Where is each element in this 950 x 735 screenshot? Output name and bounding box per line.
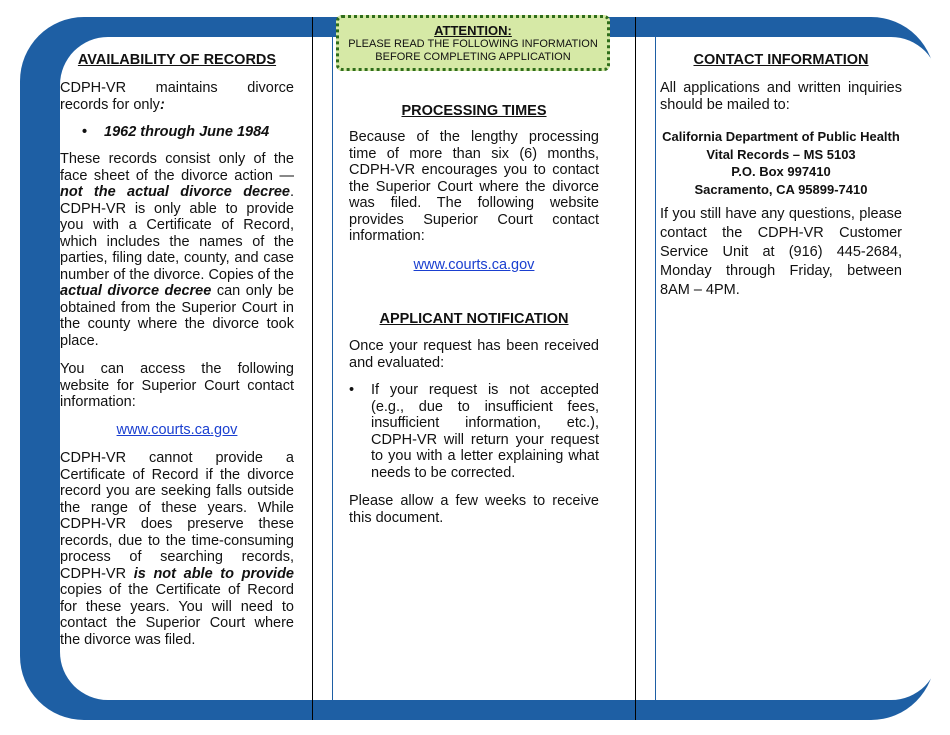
p2-text-e: can only be obtained from the Superior Court in the county where the divorce took place. (60, 283, 294, 349)
p2-text-c: . CDPH-VR is only able to provide you with a Certificate of Record, which includes the names of the parties, filing date, county, and case number of the divorce. Copies of the (60, 184, 294, 283)
availability-intro-text: CDPH-VR maintains divorce records for only (60, 80, 294, 113)
fold-line-left (312, 17, 313, 720)
p4-text-a: CDPH-VR cannot provide a Certificate of Record if the divorce record you are seeking falls outside the range of these years. While CDPH-VR does preserve these records, due to the time-consuming process of searching records, CDPH-VR (60, 450, 294, 582)
availability-intro-colon: : (159, 96, 165, 113)
p4-text-c: copies of the Certificate of Record for these years. You will need to contact the Superior Court where the divorce was filed. (60, 582, 294, 648)
availability-intro (60, 80, 294, 113)
availability-heading: AVAILABILITY OF RECORDS (77, 52, 277, 68)
p2-emphasis-not-decree: not the actual divorce decree (60, 184, 290, 200)
bullet-dot: • (82, 124, 88, 140)
date-range-text: 1962 through June 1984 (104, 124, 270, 140)
address-line-4: Sacramento, CA 95899-7410 (694, 181, 868, 197)
availability-paragraph-4 (60, 450, 294, 648)
contact-intro: All applications and written inquiries should be mailed to: (660, 80, 902, 113)
p2-text-a: These records consist only of the face sheet of the divorce action — (60, 151, 294, 184)
address-line-2: Vital Records – MS 5103 (706, 146, 856, 162)
attention-title: ATTENTION: (434, 23, 512, 38)
notification-bullet-text: If your request is not accepted (e.g., due to insufficient fees, insufficient information, etc.), CDPH-VR will return your request to you with a letter explaining what needs to be corrected. (371, 382, 599, 481)
address-line-1: California Department of Public Health (662, 129, 900, 144)
notification-closing: Please allow a few weeks to receive this document. (349, 493, 599, 526)
bullet-dot: • (349, 382, 355, 398)
p4-emphasis: is not able to provide (133, 565, 294, 582)
availability-paragraph-2 (60, 151, 294, 349)
processing-text: Because of the lengthy processing time of more than six (6) months, CDPH-VR encourages you to contact the Superior Court where the divorce was filed. The following website provides Superior Court contact information: (349, 129, 599, 244)
contact-questions: If you still have any questions, please contact the CDPH-VR Customer Service Unit at (916) 445-2684, Monday through Friday, between 8AM – 4PM. (660, 206, 902, 298)
attention-banner (336, 15, 610, 71)
attention-line-2: BEFORE COMPLETING APPLICATION (375, 51, 571, 63)
p2-emphasis-actual-decree: actual divorce decree (60, 283, 212, 299)
processing-heading: PROCESSING TIMES (401, 103, 547, 119)
notification-intro: Once your request has been received and evaluated: (349, 338, 599, 371)
courts-link-left[interactable]: www.courts.ca.gov (116, 422, 238, 438)
mailing-address (660, 128, 902, 198)
availability-paragraph-3: You can access the following website for Superior Court contact information: (60, 361, 294, 410)
address-line-3: P.O. Box 997410 (731, 164, 831, 179)
fold-line-right (635, 17, 636, 720)
contact-heading: CONTACT INFORMATION (693, 52, 869, 68)
attention-line-1: PLEASE READ THE FOLLOWING INFORMATION (348, 38, 598, 50)
courts-link-middle[interactable]: www.courts.ca.gov (413, 257, 535, 273)
notification-heading: APPLICANT NOTIFICATION (379, 311, 569, 327)
